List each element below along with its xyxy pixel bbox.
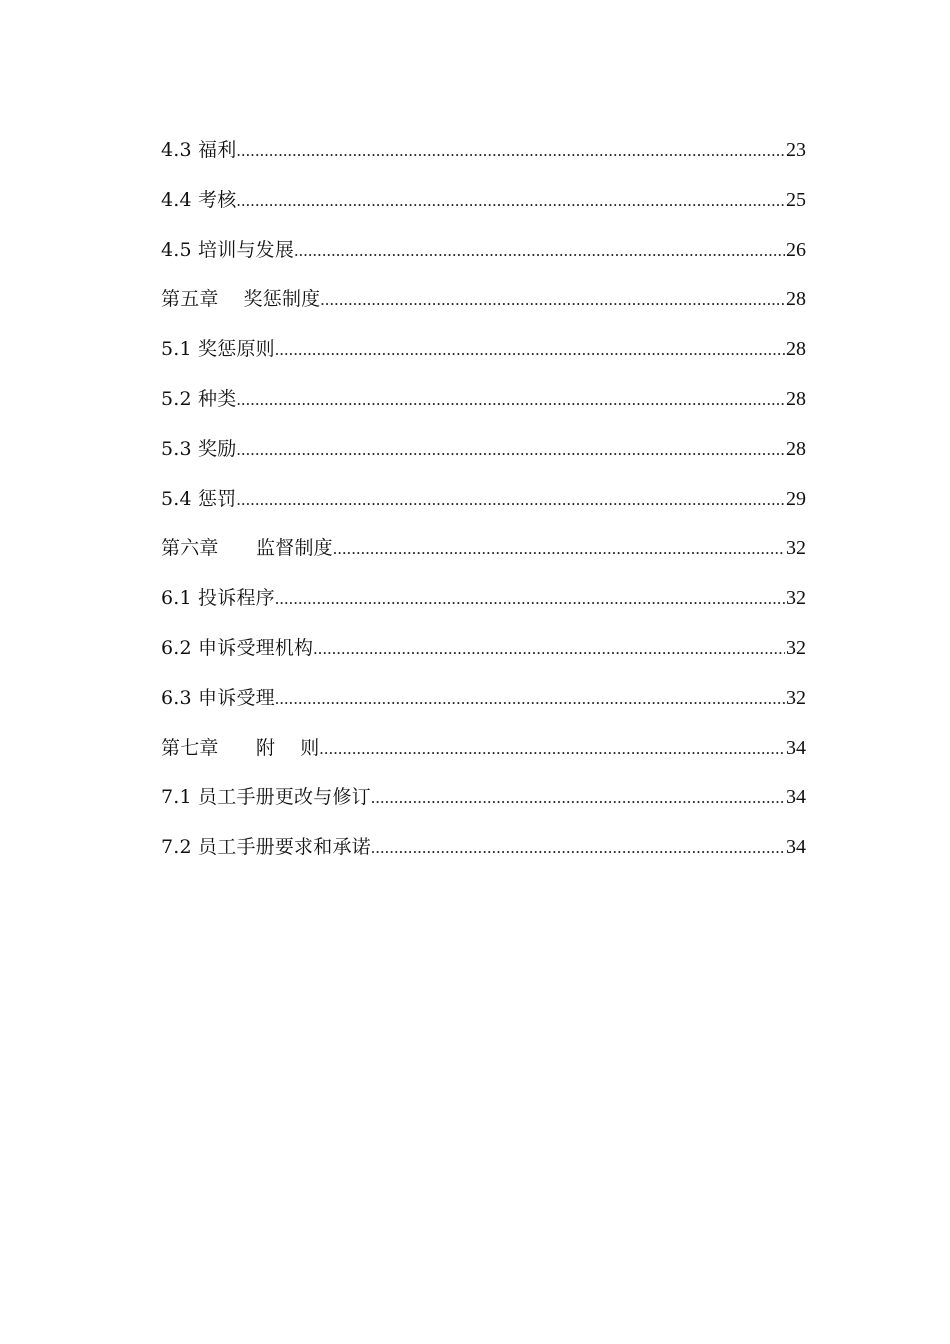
toc-entry-page: 25	[786, 188, 806, 211]
toc-entry-title: 第五章 奖惩制度	[161, 288, 321, 311]
toc-entry-page: 28	[786, 437, 806, 460]
toc-chapter-entry[interactable]	[161, 534, 806, 584]
toc-entry-page: 28	[786, 338, 806, 361]
toc-entry[interactable]	[161, 335, 806, 385]
toc-leader-dots	[275, 336, 785, 364]
toc-leader-dots	[236, 436, 785, 464]
toc-entry-title: 7.1 员工手册更改与修订	[161, 786, 371, 809]
toc-entry-title: 第七章 附 则	[161, 736, 320, 759]
toc-leader-dots	[371, 834, 785, 862]
toc-entry[interactable]	[161, 634, 806, 684]
toc-entry-page: 23	[786, 139, 806, 161]
toc-entry-title: 5.1 奖惩原则	[161, 338, 275, 361]
toc-entry-title: 第六章 监督制度	[161, 537, 333, 560]
toc-entry[interactable]	[161, 136, 806, 186]
toc-entry[interactable]	[161, 385, 806, 435]
toc-leader-dots	[275, 685, 785, 713]
toc-leader-dots	[236, 486, 785, 514]
toc-leader-dots	[294, 237, 785, 265]
toc-leader-dots	[319, 735, 785, 763]
toc-entry-title: 6.1 投诉程序	[161, 587, 275, 610]
toc-leader-dots	[236, 187, 785, 215]
toc-leader-dots	[236, 386, 785, 414]
toc-entry-title: 5.4 惩罚	[161, 487, 237, 510]
toc-chapter-entry[interactable]	[161, 734, 806, 784]
toc-entry-page: 28	[786, 387, 806, 410]
toc-leader-dots	[371, 784, 785, 812]
toc-entry-title: 5.3 奖励	[161, 437, 237, 460]
toc-leader-dots	[275, 585, 785, 613]
toc-entry-title: 4.4 考核	[161, 188, 237, 211]
toc-entry[interactable]	[161, 684, 806, 734]
toc-entry-title: 6.3 申诉受理	[161, 686, 275, 709]
toc-leader-dots	[236, 137, 785, 165]
toc-entry-page: 32	[786, 587, 806, 610]
toc-entry-page: 32	[786, 537, 806, 560]
toc-leader-dots	[320, 286, 785, 314]
toc-entry-page: 34	[786, 736, 806, 759]
toc-entry-page: 28	[786, 288, 806, 311]
toc-entry[interactable]	[161, 833, 806, 883]
toc-entry-page: 34	[786, 786, 806, 809]
toc-entry[interactable]	[161, 584, 806, 634]
toc-entry[interactable]	[161, 435, 806, 485]
toc-entry-page: 29	[786, 487, 806, 510]
toc-entry-page: 26	[786, 238, 806, 261]
toc-entry-page: 34	[786, 836, 806, 859]
toc-entry[interactable]	[161, 783, 806, 833]
toc-entry-title: 5.2 种类	[161, 387, 237, 410]
toc-entry-title: 6.2 申诉受理机构	[161, 636, 314, 659]
toc-entry-title: 4.5 培训与发展	[161, 238, 295, 261]
table-of-contents	[161, 136, 806, 883]
toc-entry-page: 32	[786, 686, 806, 709]
toc-entry-title: 7.2 员工手册要求和承诺	[161, 836, 371, 859]
toc-leader-dots	[333, 535, 785, 563]
toc-entry[interactable]	[161, 236, 806, 286]
toc-chapter-entry[interactable]	[161, 285, 806, 335]
toc-entry[interactable]	[161, 485, 806, 535]
toc-entry-title: 4.3 福利	[161, 139, 237, 161]
toc-entry-page: 32	[786, 636, 806, 659]
toc-leader-dots	[313, 635, 785, 663]
toc-entry[interactable]	[161, 186, 806, 236]
